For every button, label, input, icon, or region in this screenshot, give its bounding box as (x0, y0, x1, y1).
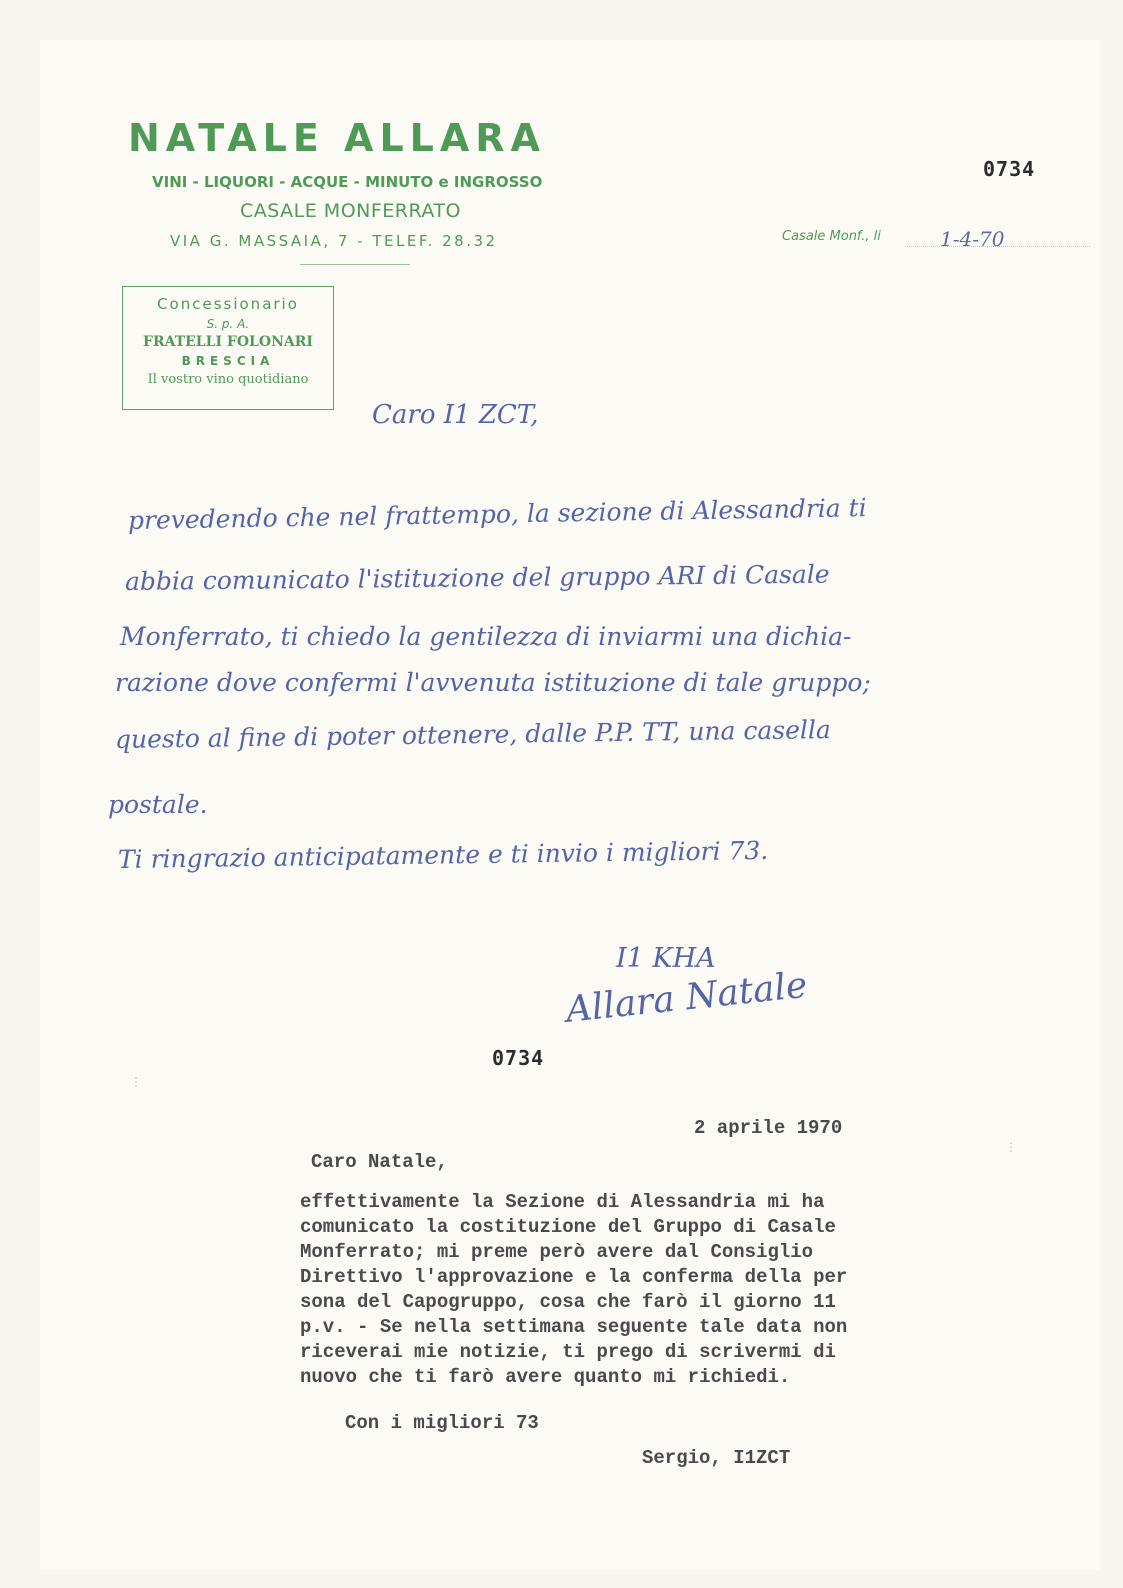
typed-line-8: nuovo che ti farò avere quanto mi richiedi. (300, 1366, 791, 1388)
handwritten-line-7: Ti ringrazio anticipatamente e ti invio i migliori 73. (117, 835, 769, 874)
address-line: VIA G. MASSAIA, 7 - TELEF. 28.32 (170, 232, 498, 250)
city-line: CASALE MONFERRATO (240, 200, 462, 222)
handwritten-salutation: Caro I1 ZCT, (372, 400, 539, 430)
handwritten-date: 1-4-70 (940, 227, 1005, 251)
products-line: VINI - LIQUORI - ACQUE - MINUTO e INGROSSO (152, 173, 543, 191)
typed-closing: Con i migliori 73 (345, 1412, 539, 1434)
concession-line-1: Concessionario (157, 295, 299, 313)
handwritten-signature: Allara Natale (563, 964, 810, 1031)
typed-line-1: effettivamente la Sezione di Alessandria mi ha (300, 1191, 825, 1213)
handwritten-callsign: I1 KHA (616, 943, 716, 974)
company-name: NATALE ALLARA (128, 116, 546, 160)
typed-signature: Sergio, I1ZCT (642, 1447, 791, 1469)
handwritten-line-6: postale. (108, 790, 208, 819)
reference-number-top: 0734 (983, 157, 1036, 181)
letterhead-divider (300, 264, 410, 265)
typed-line-5: sona del Capogruppo, cosa che farò il giorno 11 (300, 1291, 836, 1313)
punch-mark: ⋮ (130, 1075, 142, 1089)
typed-line-3: Monferrato; mi preme però avere dal Consiglio (300, 1241, 814, 1263)
reference-number-middle: 0734 (492, 1046, 545, 1070)
handwritten-line-2: abbia comunicato l'istituzione del gruppo ARI di Casale (124, 559, 830, 596)
concession-line-3: FRATELLI FOLONARI (143, 334, 313, 350)
typed-date: 2 aprile 1970 (694, 1117, 843, 1139)
handwritten-line-1: prevedendo che nel frattempo, la sezione di Alessandria ti (127, 493, 867, 535)
handwritten-line-4: razione dove confermi l'avvenuta istituzione di tale gruppo; (115, 668, 871, 697)
concession-line-5: Il vostro vino quotidiano (147, 372, 309, 387)
concession-line-4: BRESCIA (181, 354, 275, 368)
typed-line-6: p.v. - Se nella settimana seguente tale data non (300, 1316, 848, 1338)
typed-line-7: riceverai mie notizie, ti prego di scrivermi di (300, 1341, 836, 1363)
typed-line-4: Direttivo l'approvazione e la conferma della per (300, 1266, 848, 1288)
handwritten-line-3: Monferrato, ti chiedo la gentilezza di inviarmi una dichia- (120, 622, 852, 651)
place-date-label: Casale Monf., li (782, 229, 881, 244)
typed-salutation: Caro Natale, (311, 1151, 448, 1173)
handwritten-line-5: questo al fine di poter ottenere, dalle P.P. TT, una casella (114, 715, 831, 754)
typed-line-2: comunicato la costituzione del Gruppo di Casale (300, 1216, 836, 1238)
punch-mark-right: ⋮ (1005, 1140, 1017, 1154)
concession-box (122, 286, 334, 410)
concession-line-2: S. p. A. (206, 317, 250, 331)
